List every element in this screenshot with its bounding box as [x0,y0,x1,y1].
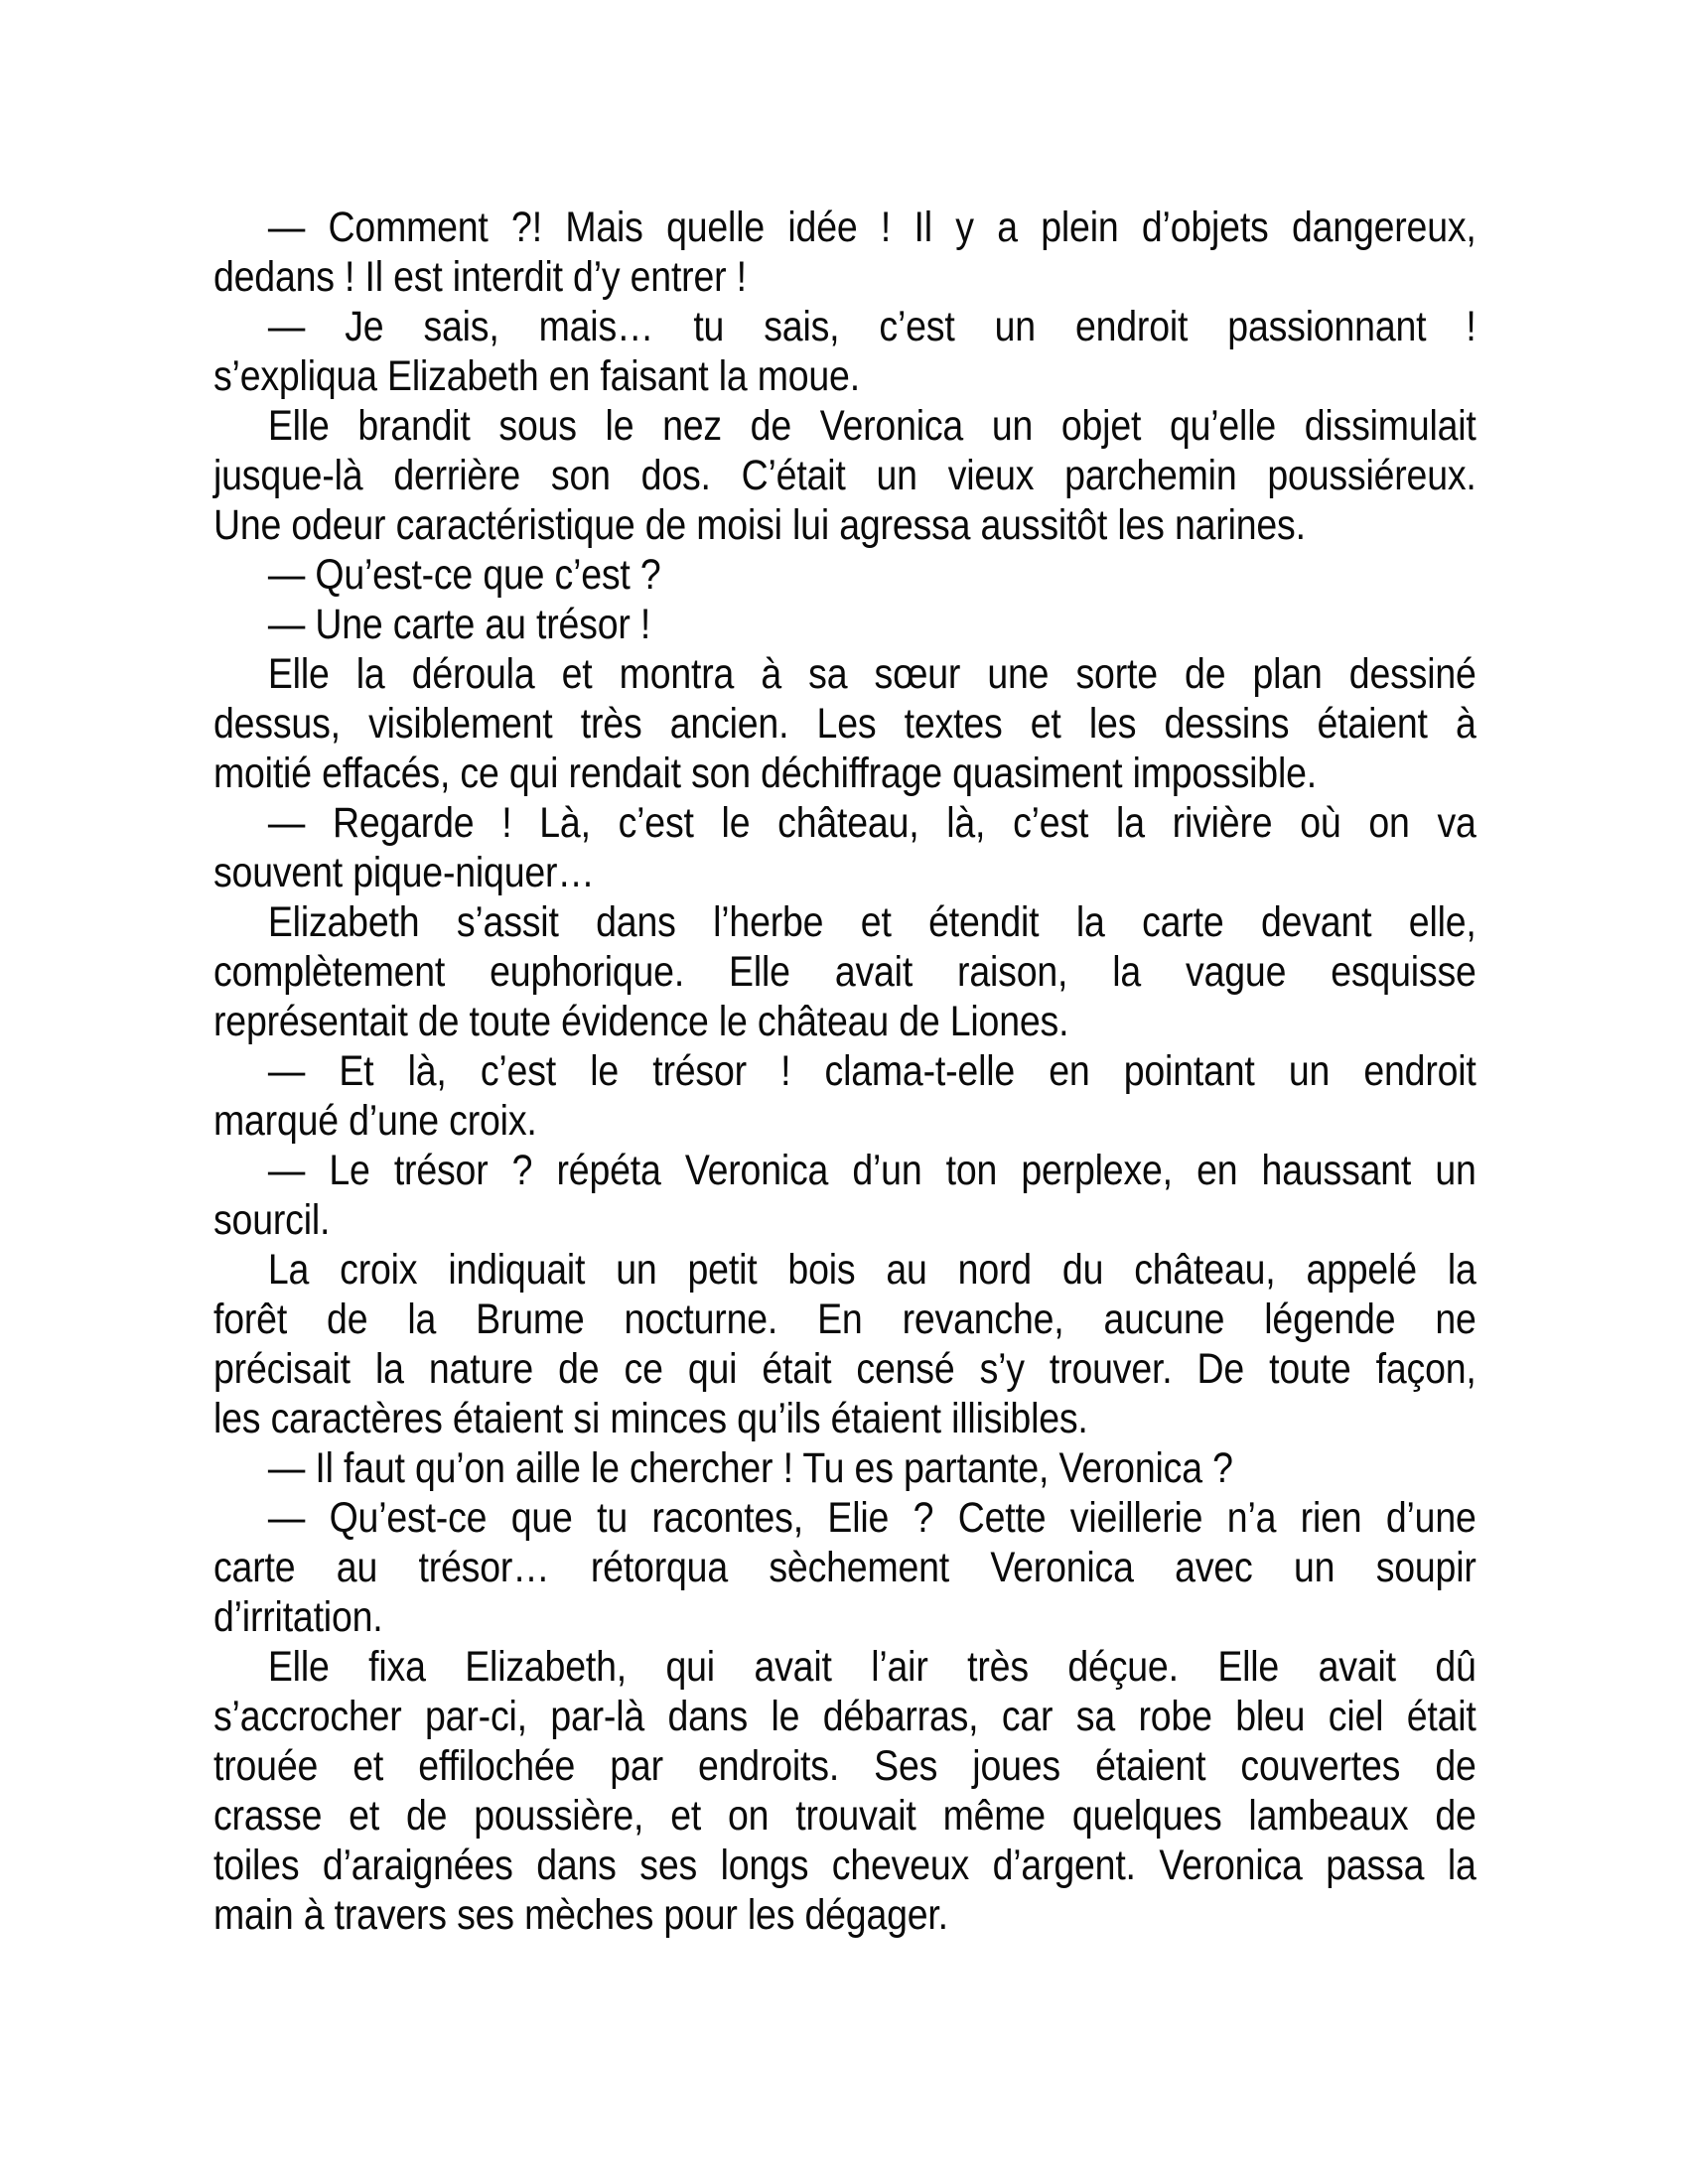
paragraph [213,1493,1477,1642]
text-line: trouée et effilochée par endroits. Ses joues étaient couvertes de [213,1742,1477,1790]
text-line: — Comment ?! Mais quelle idée ! Il y a plein d’objets dangereux, [267,204,1477,251]
text-line: dedans ! Il est interdit d’y entrer ! [213,253,747,301]
text-line: forêt de la Brume nocturne. En revanche, aucune légende ne [213,1296,1477,1343]
paragraph [213,1146,1477,1245]
text-line: Elle fixa Elizabeth, qui avait l’air très déçue. Elle avait dû [267,1643,1477,1691]
text-block [213,203,1477,1940]
paragraph [213,1642,1477,1940]
text-line: Elizabeth s’assit dans l’herbe et étendit la carte devant elle, [267,898,1477,946]
text-line: La croix indiquait un petit bois au nord du château, appelé la [267,1246,1477,1294]
text-line: — Le trésor ? répéta Veronica d’un ton perplexe, en haussant un [267,1147,1477,1194]
paragraph [213,401,1477,550]
paragraph [213,649,1477,798]
paragraph [213,302,1477,401]
paragraph [213,600,1477,649]
text-line: carte au trésor… rétorqua sèchement Veronica avec un soupir [213,1544,1477,1591]
text-line: — Qu’est-ce que tu racontes, Elie ? Cette vieillerie n’a rien d’une [267,1494,1477,1542]
paragraph [213,1046,1477,1146]
text-line: s’accrocher par-ci, par-là dans le débarras, car sa robe bleu ciel était [213,1693,1477,1740]
text-line: sourcil. [213,1196,331,1244]
text-line: crasse et de poussière, et on trouvait même quelques lambeaux de [213,1792,1477,1840]
paragraph [213,550,1477,600]
text-line: dessus, visiblement très ancien. Les textes et les dessins étaient à [213,700,1477,748]
text-line: représentait de toute évidence le château de Liones. [213,998,1069,1045]
text-line: complètement euphorique. Elle avait raison, la vague esquisse [213,948,1477,996]
paragraph [213,798,1477,897]
text-line: — Je sais, mais… tu sais, c’est un endroit passionnant ! [267,303,1477,350]
text-line: — Il faut qu’on aille le chercher ! Tu es partante, Veronica ? [267,1444,1233,1492]
text-line: Elle brandit sous le nez de Veronica un objet qu’elle dissimulait [267,402,1477,450]
text-line: d’irritation. [213,1593,383,1641]
text-line: main à travers ses mèches pour les dégager. [213,1891,948,1939]
text-line: — Qu’est-ce que c’est ? [267,551,661,599]
paragraph [213,1245,1477,1443]
text-line: jusque-là derrière son dos. C’était un vieux parchemin poussiéreux. [213,452,1477,499]
paragraph [213,203,1477,302]
paragraph [213,897,1477,1046]
text-line: souvent pique-niquer… [213,849,595,896]
text-line: toiles d’araignées dans ses longs cheveux d’argent. Veronica passa la [213,1842,1477,1889]
text-line: marqué d’une croix. [213,1097,537,1145]
paragraph [213,1443,1477,1493]
text-line: les caractères étaient si minces qu’ils étaient illisibles. [213,1395,1088,1442]
text-line: précisait la nature de ce qui était censé s’y trouver. De toute façon, [213,1345,1477,1393]
text-line: — Regarde ! Là, c’est le château, là, c’est la rivière où on va [267,799,1477,847]
text-line: moitié effacés, ce qui rendait son déchiffrage quasiment impossible. [213,750,1318,797]
text-line: Une odeur caractéristique de moisi lui agressa aussitôt les narines. [213,501,1306,549]
text-line: — Une carte au trésor ! [267,601,651,648]
text-line: Elle la déroula et montra à sa sœur une sorte de plan dessiné [267,650,1477,698]
text-line: s’expliqua Elizabeth en faisant la moue. [213,352,860,400]
text-line: — Et là, c’est le trésor ! clama-t-elle en pointant un endroit [267,1047,1477,1095]
